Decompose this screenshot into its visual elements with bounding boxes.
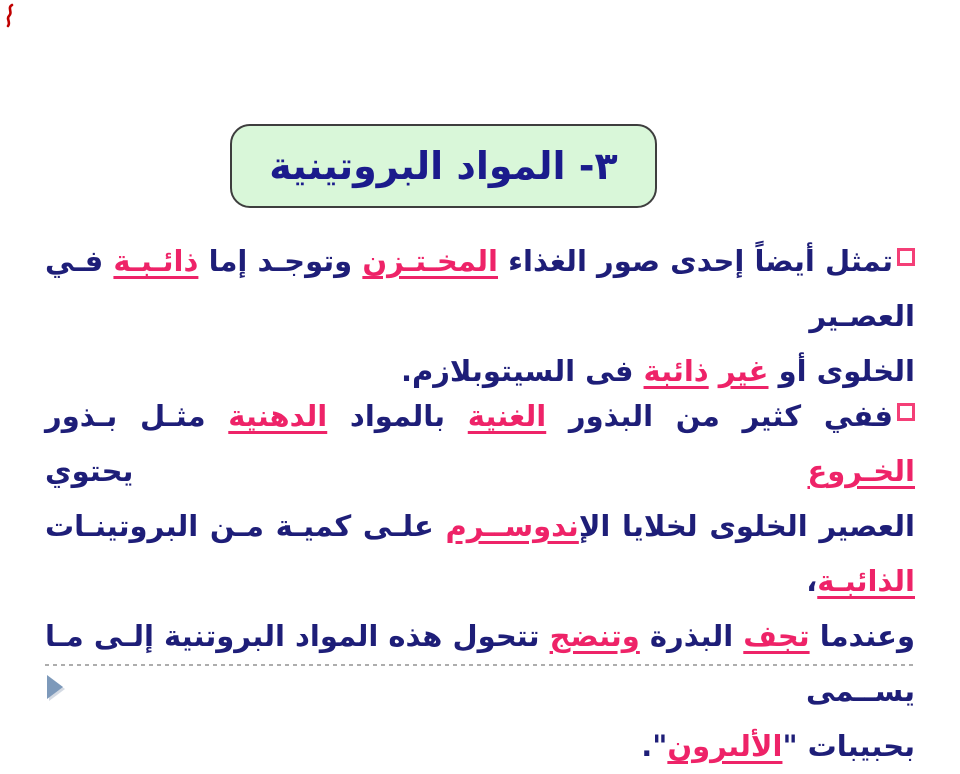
- corner-mark-icon: [4, 3, 16, 29]
- text-line: [45, 499, 915, 609]
- title-box: [230, 124, 657, 208]
- highlight-segment: الألىرون: [667, 729, 783, 763]
- highlight-segment: ذائبة: [643, 354, 709, 388]
- text-segment: بحبيبات ": [782, 729, 915, 763]
- footer-divider: [45, 664, 913, 666]
- text-line: [45, 234, 915, 344]
- text-line: [45, 719, 915, 774]
- text-segment: تمثل أيضاً إحدى صور الغذاء: [498, 244, 893, 278]
- text-segment: [709, 354, 719, 388]
- highlight-segment: المخـتـزن: [362, 244, 498, 278]
- text-segment: ،: [806, 564, 818, 598]
- paragraph-1: [45, 234, 915, 399]
- highlight-segment: الغنية: [467, 399, 547, 433]
- highlight-segment: وتنضج: [549, 619, 640, 653]
- highlight-segment: ندوســرم: [445, 509, 579, 543]
- text-line: [45, 389, 915, 499]
- bullet-square-icon: [897, 403, 915, 421]
- highlight-segment: الذائبـة: [817, 564, 915, 598]
- text-segment: وتوجـد إما: [198, 244, 363, 278]
- text-segment: فـي العصـير: [45, 244, 915, 333]
- text-segment: العصير الخلوى لخلايا الإ: [578, 509, 915, 543]
- text-segment: البذرة: [639, 619, 744, 653]
- text-segment: وعندما: [809, 619, 915, 653]
- text-segment: بالمواد: [327, 399, 468, 433]
- text-segment: ففي كثير من البذور: [546, 399, 894, 433]
- text-segment: فى السيتوبلازم.: [400, 354, 644, 388]
- text-segment: علـى كميـة مـن البروتينـات: [45, 509, 446, 543]
- text-segment: الخلوى أو: [768, 354, 915, 388]
- highlight-segment: ذائـبـة: [113, 244, 199, 278]
- text-segment: تتحول هذه المواد البروتنية إلـى مـا يســمى: [45, 619, 915, 708]
- highlight-segment: الخـروع: [807, 454, 915, 488]
- text-segment: مثـل بـذور: [45, 399, 229, 433]
- paragraph-2: [45, 389, 915, 774]
- text-segment: يحتوي: [45, 454, 808, 488]
- text-segment: ".: [641, 729, 668, 763]
- advance-arrow-icon[interactable]: [47, 675, 63, 699]
- highlight-segment: الدهنية: [228, 399, 328, 433]
- highlight-segment: تجف: [743, 619, 810, 653]
- bullet-square-icon: [897, 248, 915, 266]
- slide-title: ٣- المواد البروتينية: [269, 144, 618, 188]
- highlight-segment: غير: [718, 354, 769, 388]
